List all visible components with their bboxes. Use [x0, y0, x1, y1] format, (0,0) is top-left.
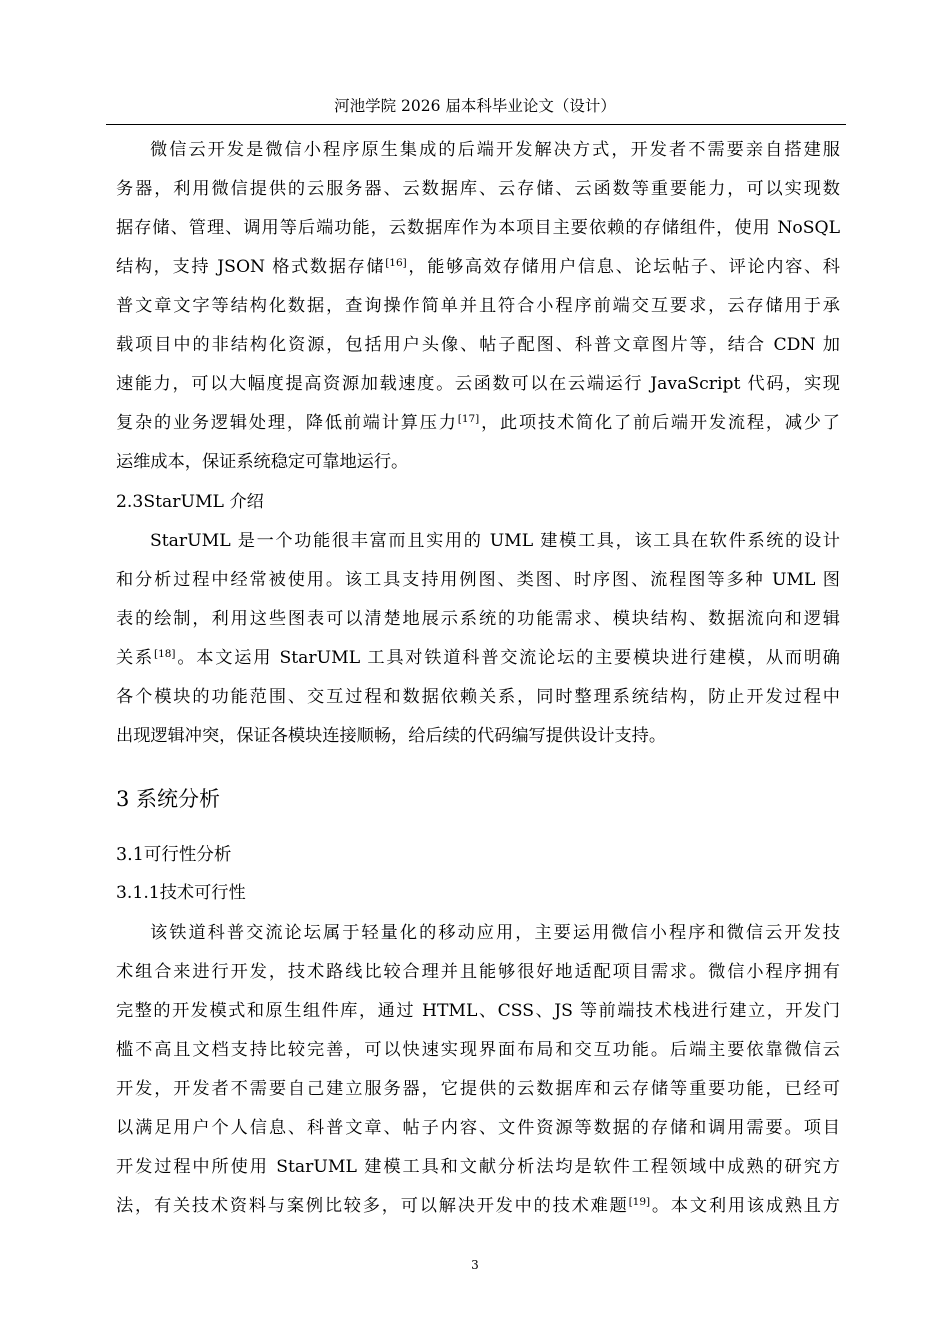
page-header: 河池学院 2026 届本科毕业论文（设计）	[334, 97, 616, 115]
para1-line-8	[116, 410, 840, 436]
para3-line-3: 完整的开发模式和原生组件库，通过 HTML、CSS、JS 等前端技术栈进行建立，开发门	[116, 1001, 840, 1021]
para3-line-1: 该铁道科普交流论坛属于轻量化的移动应用，主要运用微信小程序和微信云开发技	[150, 923, 840, 943]
para3-line-7: 开发过程中所使用 StarUML 建模工具和文献分析法均是软件工程领域中成熟的研究方	[116, 1157, 840, 1177]
para2-line-2: 和分析过程中经常被使用。该工具支持用例图、类图、时序图、流程图等多种 UML 图	[116, 570, 840, 590]
citation-17: [17]	[457, 413, 480, 426]
para2-line-3: 表的绘制，利用这些图表可以清楚地展示系统的功能需求、模块结构、数据流向和逻辑	[116, 609, 840, 629]
chapter-3-heading: 3 系统分析	[116, 787, 221, 811]
citation-18: [18]	[153, 648, 176, 661]
para3-line-6: 以满足用户个人信息、科普文章、帖子内容、文件资源等数据的存储和调用需要。项目	[116, 1118, 840, 1138]
para3-line-5: 开发，开发者不需要自己建立服务器，它提供的云数据库和云存储等重要功能，已经可	[116, 1079, 840, 1099]
para1-line-4-text-b: ，能够高效存储用户信息、论坛帖子、评论内容、科	[406, 257, 840, 277]
para1-line-5: 普文章文字等结构化数据，查询操作简单并且符合小程序前端交互要求，云存储用于承	[116, 296, 840, 316]
para3-line-8-text-b: 。本文利用该成熟且方	[650, 1196, 840, 1216]
para3-line-2: 术组合来进行开发，技术路线比较合理并且能够很好地适配项目需求。微信小程序拥有	[116, 962, 840, 982]
para1-line-6: 载项目中的非结构化资源，包括用户头像、帖子配图、科普文章图片等，结合 CDN 加	[116, 335, 840, 355]
para1-line-8-text-b: ，此项技术简化了前后端开发流程，减少了	[479, 413, 840, 433]
para2-line-4-text-a: 关系	[116, 648, 154, 668]
para2-line-6: 出现逻辑冲突，保证各模块连接顺畅，给后续的代码编写提供设计支持。	[116, 726, 667, 746]
para2-line-5: 各个模块的功能范围、交互过程和数据依赖关系，同时整理系统结构，防止开发过程中	[116, 687, 840, 707]
section-3-1-heading: 3.1可行性分析	[116, 845, 232, 865]
header-rule	[106, 124, 846, 125]
para1-line-8-text-a: 复杂的业务逻辑处理，降低前端计算压力	[116, 413, 458, 433]
para3-line-8	[116, 1193, 840, 1219]
para3-line-4: 槛不高且文档支持比较完善，可以快速实现界面布局和交互功能。后端主要依靠微信云	[116, 1040, 840, 1060]
section-2-3-heading: 2.3StarUML 介绍	[116, 492, 264, 512]
para1-line-9: 运维成本，保证系统稳定可靠地运行。	[116, 452, 409, 472]
para2-line-1: StarUML 是一个功能很丰富而且实用的 UML 建模工具，该工具在软件系统的设计	[150, 531, 840, 551]
para1-line-1: 微信云开发是微信小程序原生集成的后端开发解决方式，开发者不需要亲自搭建服	[150, 140, 840, 160]
para1-line-4	[116, 254, 840, 280]
para1-line-7: 速能力，可以大幅度提高资源加载速度。云函数可以在云端运行 JavaScript 代码，实现	[116, 374, 840, 394]
para1-line-3: 据存储、管理、调用等后端功能，云数据库作为本项目主要依赖的存储组件，使用 NoSQL	[116, 218, 840, 238]
para2-line-4	[116, 645, 840, 671]
page-number: 3	[471, 1258, 479, 1272]
para1-line-4-text-a: 结构，支持 JSON 格式数据存储	[116, 257, 386, 277]
citation-16: [16]	[385, 257, 407, 270]
para3-line-8-text-a: 法，有关技术资料与案例比较多，可以解决开发中的技术难题	[116, 1196, 629, 1216]
para1-line-2: 务器，利用微信提供的云服务器、云数据库、云存储、云函数等重要能力，可以实现数	[116, 179, 840, 199]
para2-line-4-text-b: 。本文运用 StarUML 工具对铁道科普交流论坛的主要模块进行建模，从而明确	[175, 648, 840, 668]
citation-19: [19]	[628, 1196, 651, 1209]
section-3-1-1-heading: 3.1.1技术可行性	[116, 883, 246, 903]
